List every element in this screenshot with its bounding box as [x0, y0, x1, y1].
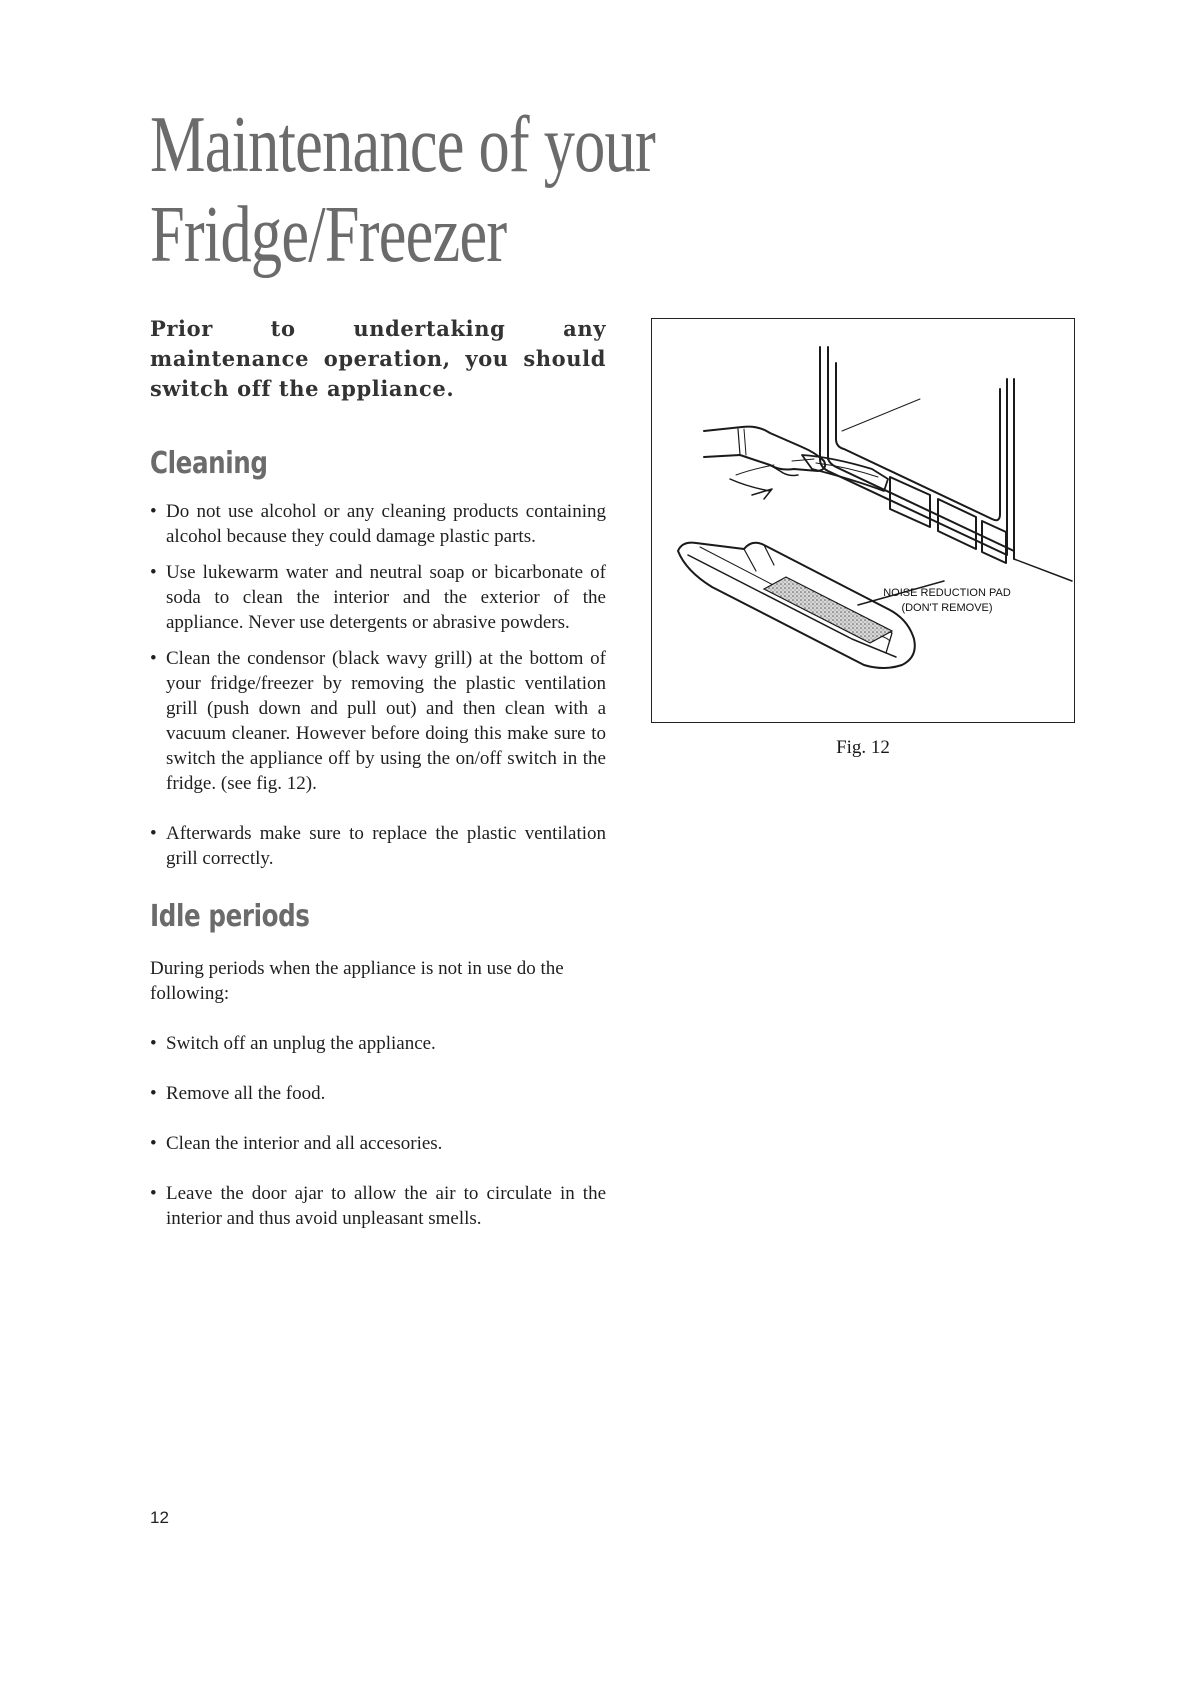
page-number: 12	[150, 1508, 169, 1527]
list-item: • Remove all the food.	[150, 1081, 606, 1106]
list-item: • Clean the condensor (black wavy grill) at the bottom of your fridge/freezer by removing the plastic ventilation grill (push down and pull out) and then clean with a vacuum cleaner. However before doing this make sure to switch the appliance off by using the on/off switch in the fridge. (see fig. 12).	[150, 646, 606, 796]
noise-reduction-pad-label: NOISE REDUCTION PAD	[883, 587, 1011, 599]
list-item: • Clean the interior and all accesories.	[150, 1131, 606, 1156]
figure-12	[651, 318, 1075, 723]
page-title-line-2: Fridge/Freezer	[150, 191, 507, 279]
list-item: • Do not use alcohol or any cleaning products containing alcohol because they could damage plastic parts.	[150, 499, 606, 549]
list-item: • Leave the door ajar to allow the air to circulate in the interior and thus avoid unpleasant smells.	[150, 1181, 606, 1231]
fridge-ventilation-grill-illustration	[652, 319, 1076, 724]
safety-warning: Prior to undertaking any maintenance operation, you should switch off the appliance.	[150, 316, 606, 401]
figure-caption: Fig. 12	[836, 737, 890, 758]
idle-periods-heading: Idle periods	[150, 899, 310, 934]
main-column	[150, 314, 606, 1256]
idle-list	[150, 1031, 606, 1231]
cleaning-heading: Cleaning	[150, 446, 268, 481]
cleaning-list	[150, 499, 606, 871]
page-title-line-1: Maintenance of your	[150, 101, 655, 189]
list-item: • Use lukewarm water and neutral soap or bicarbonate of soda to clean the interior and the exterior of the appliance. Never use detergents or abrasive powders.	[150, 560, 606, 635]
list-item: • Afterwards make sure to replace the plastic ventilation grill correctly.	[150, 821, 606, 871]
page-title	[150, 100, 655, 280]
list-item: • Switch off an unplug the appliance.	[150, 1031, 606, 1056]
dont-remove-label: (DON'T REMOVE)	[901, 602, 993, 614]
idle-intro: During periods when the appliance is not in use do the following:	[150, 958, 564, 1004]
